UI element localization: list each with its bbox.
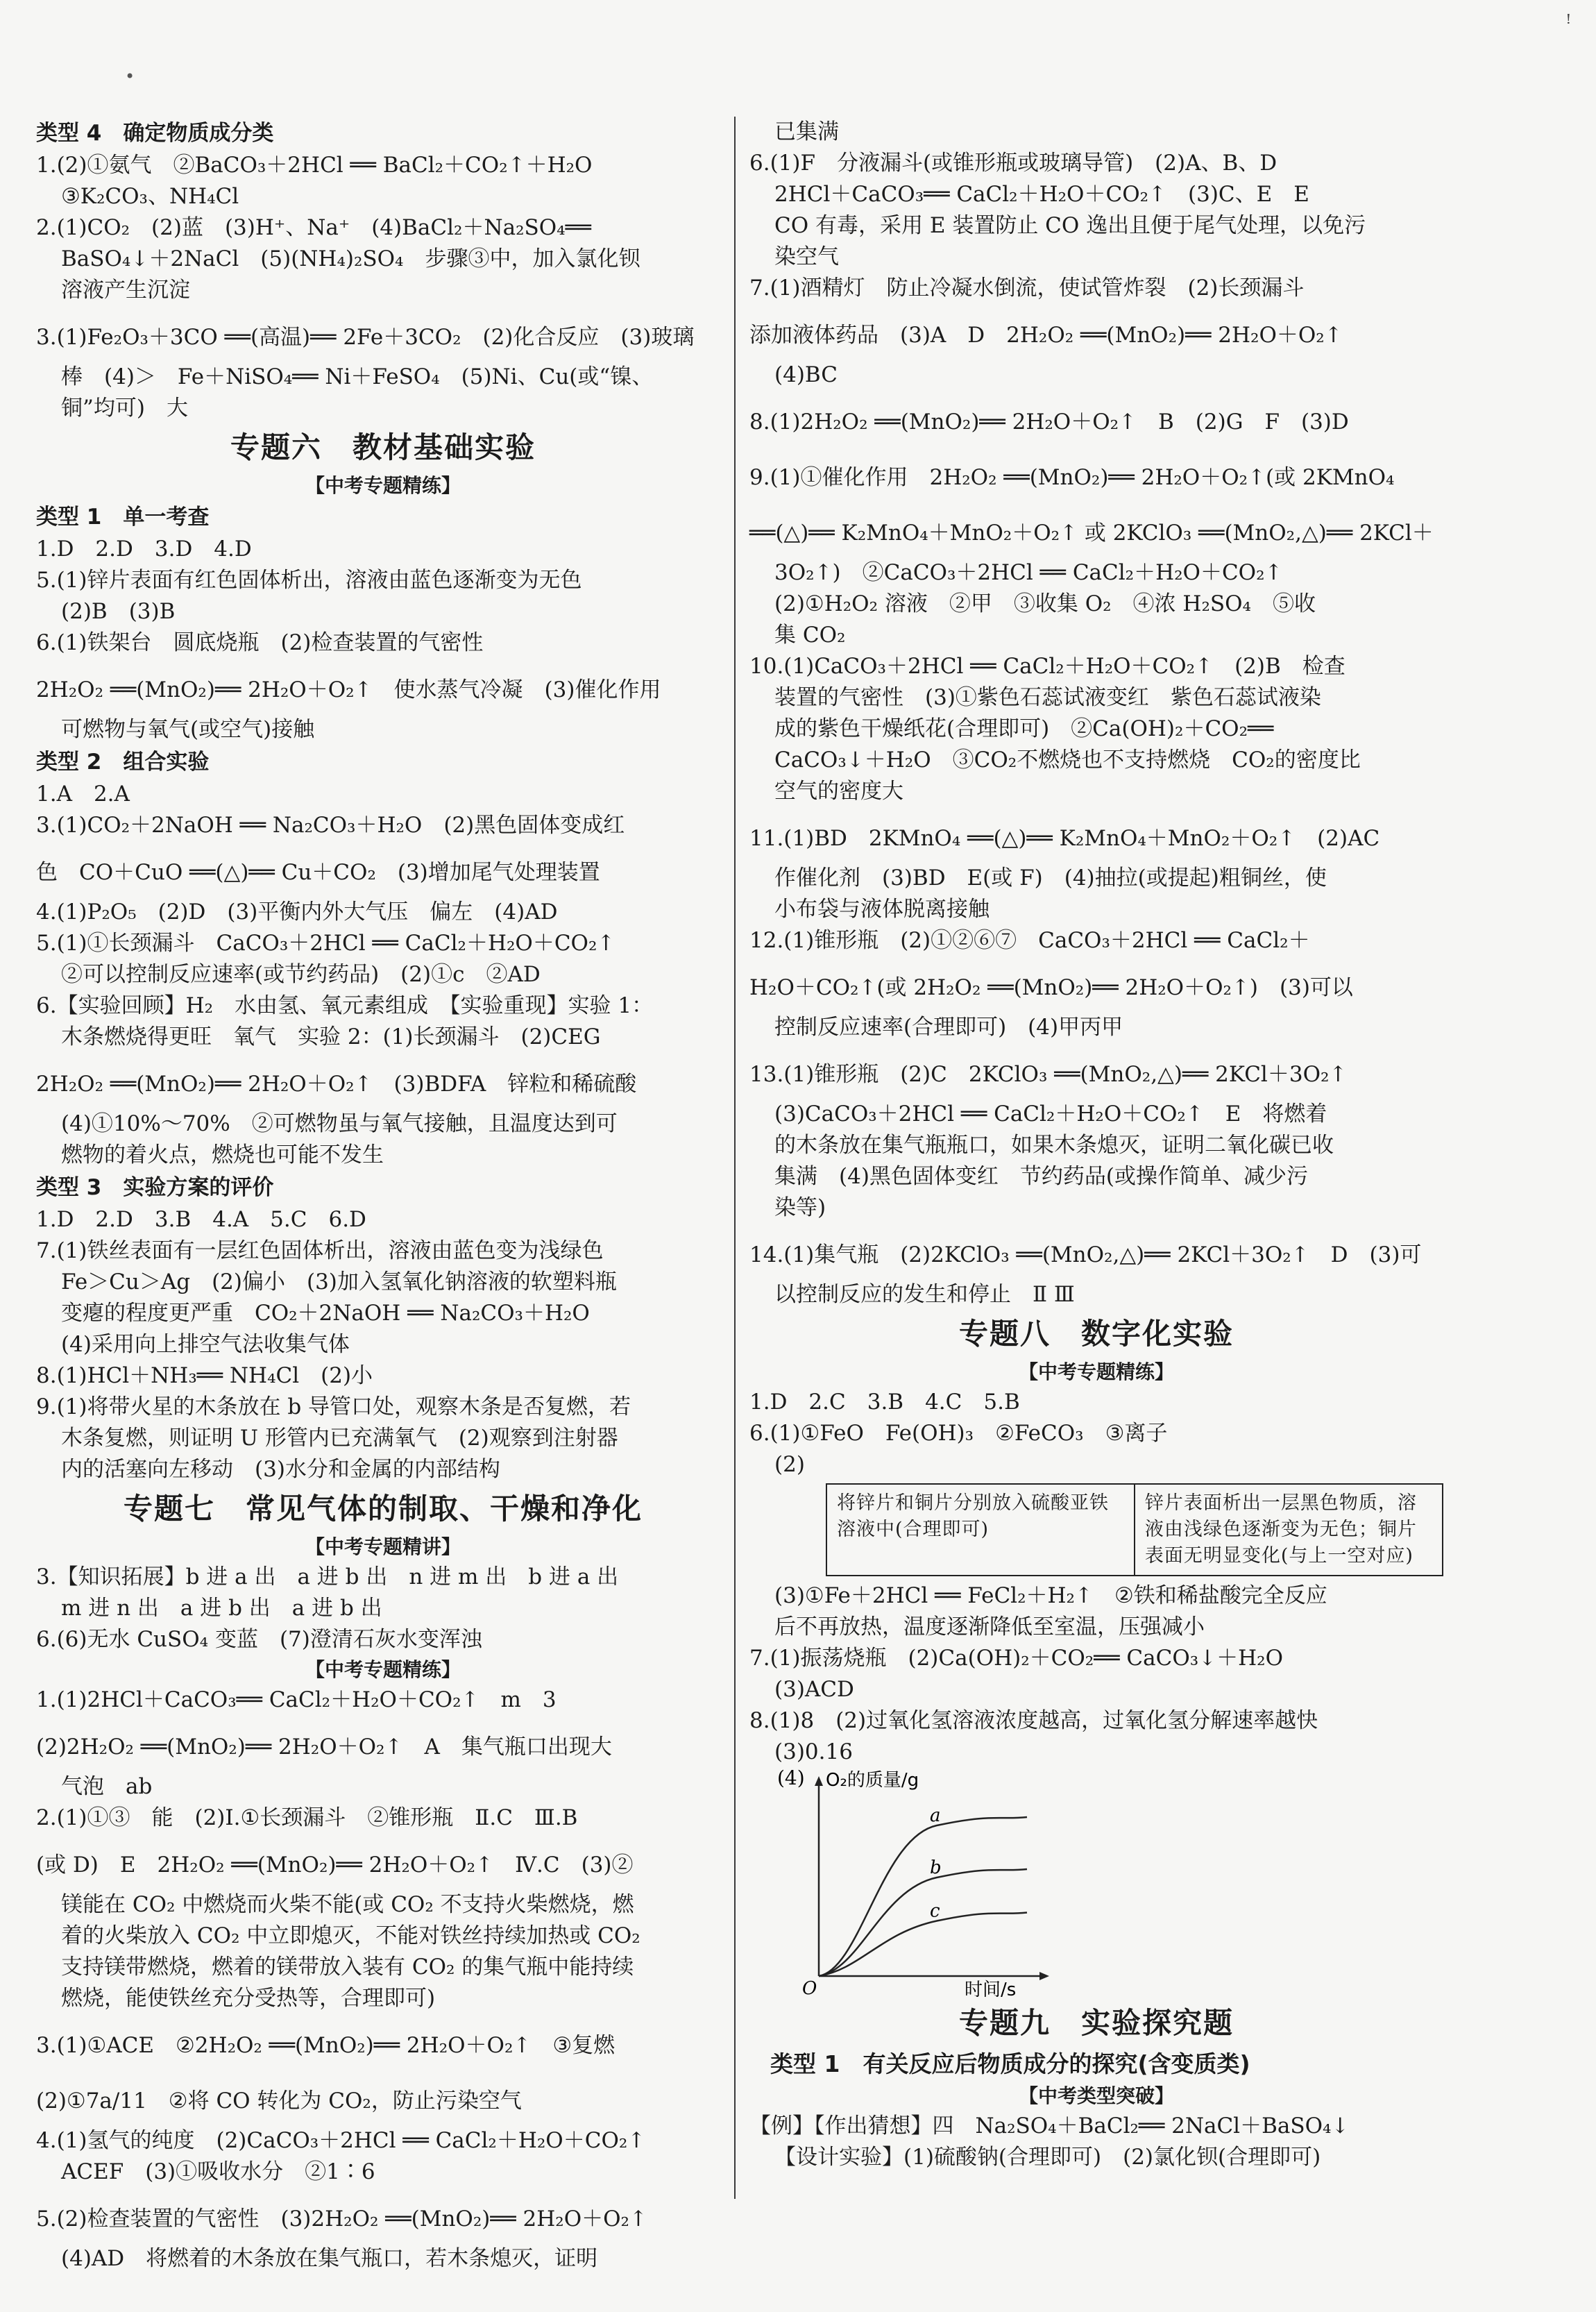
answer-line: 7.(1)铁丝表面有一层红色固体析出，溶液由蓝色变为浅绿色 <box>36 1238 604 1263</box>
answer-line: (2) <box>774 1452 805 1477</box>
answer-line: Fe＞Cu＞Ag (2)偏小 (3)加入氢氧化钠溶液的软塑料瓶 <box>61 1269 617 1294</box>
answer-line: 变瘪的程度更严重 CO₂＋2NaOH ══ Na₂CO₃＋H₂O <box>61 1301 590 1326</box>
answer-line: 装置的气密性 (3)①紫色石蕊试液变红 紫色石蕊试液染 <box>774 685 1321 710</box>
answer-line: (4)采用向上排空气法收集气体 <box>61 1332 350 1357</box>
y-axis-label: O₂的质量/g <box>826 1770 919 1791</box>
answer-line: 2H₂O₂ ══(MnO₂)══ 2H₂O＋O₂↑ 使水蒸气冷凝 (3)催化作用 <box>36 677 661 702</box>
scan-speck: • <box>125 67 135 86</box>
answer-line: 6.(1)铁架台 圆底烧瓶 (2)检查装置的气密性 <box>36 630 484 655</box>
answer-line: (2)2H₂O₂ ══(MnO₂)══ 2H₂O＋O₂↑ A 集气瓶口出现大 <box>36 1735 612 1760</box>
answer-line: 2HCl＋CaCO₃══ CaCl₂＋H₂O＋CO₂↑ (3)C、E E <box>774 182 1309 207</box>
topic-title: 专题六 教材基础实验 <box>230 430 536 464</box>
graph-question-label: (4) <box>777 1768 805 1789</box>
answer-line: 棒 (4)＞ Fe＋NiSO₄══ Ni＋FeSO₄ (5)Ni、Cu(或“镍、 <box>61 364 654 389</box>
answer-line: 5.(1)锌片表面有红色固体析出，溶液由蓝色逐渐变为无色 <box>36 568 582 593</box>
subsection-heading: 【中考专题精练】 <box>1018 1360 1174 1383</box>
answer-line: 6.【实验回顾】H₂ 水由氢、氧元素组成 【实验重现】实验 1： <box>36 993 654 1018</box>
answer-line: 染等) <box>774 1195 826 1220</box>
answer-line: (3)ACD <box>774 1677 854 1702</box>
right-block-a <box>749 117 1443 1480</box>
answer-line: 1.(1)2HCl＋CaCO₃══ CaCl₂＋H₂O＋CO₂↑ m 3 <box>36 1687 557 1712</box>
answer-line: m 进 n 出 a 进 b 出 a 进 b 出 <box>61 1596 382 1621</box>
page-corner-mark: ꜝ <box>1565 10 1572 37</box>
answer-line: 2H₂O₂ ══(MnO₂)══ 2H₂O＋O₂↑ (3)BDFA 锌粒和稀硫酸 <box>36 1072 637 1097</box>
graph-curves <box>819 1805 1027 1976</box>
answer-line: CaCO₃↓＋H₂O ③CO₂不燃烧也不支持燃烧 CO₂的密度比 <box>774 748 1361 773</box>
answer-line: 可燃物与氧气(或空气)接触 <box>61 717 315 742</box>
topic-title: 专题八 数字化实验 <box>958 1317 1234 1351</box>
answer-line: 7.(1)振荡烧瓶 (2)Ca(OH)₂＋CO₂══ CaCO₃↓＋H₂O <box>749 1646 1284 1671</box>
answer-line: (4)AD 将燃着的木条放在集气瓶口，若木条熄灭，证明 <box>61 2246 598 2271</box>
curve-label-b: b <box>930 1857 942 1878</box>
subsection-heading: 【中考类型突破】 <box>1018 2084 1174 2107</box>
answer-line: 11.(1)BD 2KMnO₄ ══(△)══ K₂MnO₄＋MnO₂＋O₂↑ (2)AC <box>749 826 1380 851</box>
answer-line: 作催化剂 (3)BD E(或 F) (4)抽拉(或提起)粗铜丝，使 <box>774 866 1327 891</box>
right-block-c <box>749 2000 1443 2173</box>
curve-label-a: a <box>930 1805 941 1826</box>
answer-line: 4.(1)氢气的纯度 (2)CaCO₃＋2HCl ══ CaCl₂＋H₂O＋CO₂↑ <box>36 2128 646 2153</box>
answer-line: 8.(1)HCl＋NH₃══ NH₄Cl (2)小 <box>36 1363 373 1388</box>
answer-line: (4)BC <box>774 362 838 387</box>
answer-line: (3)CaCO₃＋2HCl ══ CaCl₂＋H₂O＋CO₂↑ E 将燃着 <box>774 1102 1327 1127</box>
answer-line: 成的紫色干燥纸花(合理即可) ②Ca(OH)₂＋CO₂══ <box>774 716 1274 741</box>
answer-line: 3.【知识拓展】b 进 a 出 a 进 b 出 n 进 m 出 b 进 a 出 <box>36 1564 619 1589</box>
answer-line: (2)①H₂O₂ 溶液 ②甲 ③收集 O₂ ④浓 H₂SO₄ ⑤收 <box>774 591 1316 616</box>
answer-line: 木条复燃，则证明 U 形管内已充满氧气 (2)观察到注射器 <box>61 1426 618 1451</box>
answer-line: 2.(1)①③ 能 (2)Ⅰ.①长颈漏斗 ②锥形瓶 Ⅱ.C Ⅲ.B <box>36 1805 578 1830</box>
answer-line: 镁能在 CO₂ 中燃烧而火柴不能(或 CO₂ 不支持火柴燃烧，燃 <box>61 1892 634 1917</box>
answer-line: 燃烧，能使铁丝充分受热等，合理即可) <box>61 1986 436 2011</box>
answer-line: (4)①10%～70% ②可燃物虽与氧气接触，且温度达到可 <box>61 1111 618 1136</box>
section-type-heading: 类型 1 单一考查 <box>36 505 210 530</box>
answer-line: (3)①Fe＋2HCl ══ FeCl₂＋H₂↑ ②铁和稀盐酸完全反应 <box>774 1583 1327 1608</box>
answer-line: 6.(1)F 分液漏斗(或锥形瓶或玻璃导管) (2)A、B、D <box>749 151 1277 176</box>
topic-title: 专题九 实验探究题 <box>958 2006 1234 2040</box>
answer-line: (或 D) E 2H₂O₂ ══(MnO₂)══ 2H₂O＋O₂↑ Ⅳ.C (3)② <box>36 1853 634 1878</box>
subsection-heading: 【中考专题精练】 <box>305 1658 461 1681</box>
answer-line: 14.(1)集气瓶 (2)2KClO₃ ══(MnO₂,△)══ 2KCl＋3O₂↑ D (3)可 <box>749 1242 1422 1267</box>
answer-line: (2)B (3)B <box>61 599 176 624</box>
section-type-heading: 类型 2 组合实验 <box>36 750 210 775</box>
table-cell-operation: 将锌片和铜片分别放入硫酸亚铁溶液中(合理即可) <box>826 1484 1135 1576</box>
answer-line: 8.(1)8 (2)过氧化氢溶液浓度越高，过氧化氢分解速率越快 <box>749 1708 1318 1733</box>
answer-line: 2.(1)CO₂ (2)蓝 (3)H⁺、Na⁺ (4)BaCl₂＋Na₂SO₄══ <box>36 215 591 240</box>
curve-c <box>819 1913 1027 1977</box>
answer-line: ══(△)══ K₂MnO₄＋MnO₂＋O₂↑ 或 2KClO₃ ══(MnO₂,△)══ 2KCl＋ <box>749 521 1434 546</box>
answer-line: 9.(1)将带火星的木条放在 b 导管口处，观察木条是否复燃，若 <box>36 1394 631 1419</box>
right-block-b <box>749 1580 1443 1768</box>
answer-line: 5.(1)①长颈漏斗 CaCO₃＋2HCl ══ CaCl₂＋H₂O＋CO₂↑ <box>36 931 616 956</box>
answer-line: ACEF (3)①吸收水分 ②1∶6 <box>61 2159 375 2184</box>
answer-line: 色 CO＋CuO ══(△)══ Cu＋CO₂ (3)增加尾气处理装置 <box>36 860 600 885</box>
experiment-table <box>826 1483 1443 1576</box>
answer-line: 4.(1)P₂O₅ (2)D (3)平衡内外大气压 偏左 (4)AD <box>36 900 558 925</box>
answer-line: CO 有毒，采用 E 装置防止 CO 逸出且便于尾气处理，以免污 <box>774 213 1366 238</box>
answer-line: 支持镁带燃烧，燃着的镁带放入装有 CO₂ 的集气瓶中能持续 <box>61 1955 634 1980</box>
curve-b <box>819 1869 1027 1976</box>
answer-line: 溶液产生沉淀 <box>61 278 190 303</box>
answer-line: 控制反应速率(合理即可) (4)甲丙甲 <box>774 1015 1123 1040</box>
answer-line: 气泡 ab <box>61 1774 153 1799</box>
answer-line: 铜”均可) 大 <box>61 396 188 421</box>
answer-line: 内的活塞向左移动 (3)水分和金属的内部结构 <box>61 1457 500 1482</box>
answer-line: 8.(1)2H₂O₂ ══(MnO₂)══ 2H₂O＋O₂↑ B (2)G F (3)D <box>749 410 1349 434</box>
curve-label-c: c <box>930 1900 940 1922</box>
answer-line: 集满 (4)黑色固体变红 节约药品(或操作简单、减少污 <box>774 1164 1309 1189</box>
answer-line: 小布袋与液体脱离接触 <box>774 897 990 922</box>
answer-line: 集 CO₂ <box>774 623 846 648</box>
column-divider <box>734 117 736 2199</box>
answer-line: 3O₂↑) ②CaCO₃＋2HCl ══ CaCl₂＋H₂O＋CO₂↑ <box>774 560 1283 585</box>
topic-title: 专题七 常见气体的制取、干燥和净化 <box>123 1492 643 1526</box>
answer-line: 1.(2)①氨气 ②BaCO₃＋2HCl ══ BaCl₂＋CO₂↑＋H₂O <box>36 153 593 178</box>
answer-line: 3.(1)①ACE ②2H₂O₂ ══(MnO₂)══ 2H₂O＋O₂↑ ③复燃 <box>36 2033 616 2058</box>
answer-line: 添加液体药品 (3)A D 2H₂O₂ ══(MnO₂)══ 2H₂O＋O₂↑ <box>749 323 1343 348</box>
answer-line: (3)0.16 <box>774 1739 853 1764</box>
answer-line: 1.A 2.A <box>36 782 130 807</box>
section-type-heading: 类型 3 实验方案的评价 <box>36 1175 274 1200</box>
answer-line: 6.(1)①FeO Fe(OH)₃ ②FeCO₃ ③离子 <box>749 1421 1168 1446</box>
x-axis-label: 时间/s <box>965 1980 1017 1997</box>
answer-line: 13.(1)锥形瓶 (2)C 2KClO₃ ══(MnO₂,△)══ 2KCl＋3O₂↑ <box>749 1062 1348 1087</box>
answer-line: 【设计实验】(1)硫酸钠(合理即可) (2)氯化钡(合理即可) <box>774 2145 1321 2170</box>
origin-label: O <box>802 1978 817 1997</box>
answer-line: 燃物的着火点，燃烧也可能不发生 <box>61 1142 384 1167</box>
section-type-heading: 类型 4 确定物质成分类 <box>36 121 274 146</box>
answer-line: 着的火柴放入 CO₂ 中立即熄灭，不能对铁丝持续加热或 CO₂ <box>61 1923 640 1948</box>
x-axis-arrow <box>1039 1972 1049 1980</box>
y-axis-arrow <box>815 1776 823 1786</box>
answer-line: 3.(1)Fe₂O₃＋3CO ══(高温)══ 2Fe＋3CO₂ (2)化合反应 (3)玻璃 <box>36 325 695 350</box>
table-cell-phenomenon: 锌片表面析出一层黑色物质，溶液由浅绿色逐渐变为无色；铜片表面无明显变化(与上一空对应) <box>1135 1484 1443 1576</box>
answer-line: 后不再放热，温度逐渐降低至室温，压强减小 <box>774 1614 1205 1639</box>
answer-line: (2)①7a/11 ②将 CO 转化为 CO₂，防止污染空气 <box>36 2089 522 2113</box>
answer-line: 的木条放在集气瓶瓶口，如果木条熄灭，证明二氧化碳已收 <box>774 1133 1334 1158</box>
category-heading: 类型 1 有关反应后物质成分的探究(含变质类) <box>770 2050 1250 2077</box>
answer-line: 12.(1)锥形瓶 (2)①②⑥⑦ CaCO₃＋2HCl ══ CaCl₂＋ <box>749 928 1310 953</box>
answer-line: 9.(1)①催化作用 2H₂O₂ ══(MnO₂)══ 2H₂O＋O₂↑(或 2KMnO₄ <box>749 465 1395 490</box>
answer-line: 已集满 <box>774 119 839 144</box>
answer-line: 木条燃烧得更旺 氧气 实验 2：(1)长颈漏斗 (2)CEG <box>61 1024 601 1049</box>
answer-line: 3.(1)CO₂＋2NaOH ══ Na₂CO₃＋H₂O (2)黑色固体变成红 <box>36 813 625 838</box>
answer-line: 空气的密度大 <box>774 779 903 804</box>
answer-line: H₂O＋CO₂↑(或 2H₂O₂ ══(MnO₂)══ 2H₂O＋O₂↑) (3)可以 <box>749 975 1353 1000</box>
answer-line: 【例】【作出猜想】四 Na₂SO₄＋BaCl₂══ 2NaCl＋BaSO₄↓ <box>749 2113 1350 2138</box>
answer-line: BaSO₄↓＋2NaCl (5)(NH₄)₂SO₄ 步骤③中，加入氯化钡 <box>61 246 640 271</box>
answer-line: 5.(2)检查装置的气密性 (3)2H₂O₂ ══(MnO₂)══ 2H₂O＋O₂↑ <box>36 2206 647 2231</box>
subsection-heading: 【中考专题精练】 <box>305 474 461 497</box>
left-column <box>36 117 730 2275</box>
answer-line: 1.D 2.C 3.B 4.C 5.B <box>749 1390 1020 1415</box>
answer-line: 10.(1)CaCO₃＋2HCl ══ CaCl₂＋H₂O＋CO₂↑ (2)B 检查 <box>749 654 1345 679</box>
answer-line: 7.(1)酒精灯 防止冷凝水倒流，使试管炸裂 (2)长颈漏斗 <box>749 276 1305 301</box>
answer-line: ②可以控制反应速率(或节约药品) (2)①c ②AD <box>61 962 541 987</box>
right-column <box>749 117 1443 2173</box>
answer-line: 染空气 <box>774 244 839 269</box>
answer-line: 1.D 2.D 3.B 4.A 5.C 6.D <box>36 1207 366 1232</box>
curve-a <box>819 1817 1027 1976</box>
answer-line: 1.D 2.D 3.D 4.D <box>36 537 252 562</box>
graph-svg <box>777 1768 1055 1997</box>
answer-line: 6.(6)无水 CuSO₄ 变蓝 (7)澄清石灰水变浑浊 <box>36 1627 482 1652</box>
subsection-heading: 【中考专题精讲】 <box>305 1535 461 1558</box>
answer-line: 以控制反应的发生和停止 Ⅱ Ⅲ <box>774 1282 1075 1307</box>
answer-line: ③K₂CO₃、NH₄Cl <box>61 184 239 209</box>
oxygen-mass-graph <box>777 1768 1443 2000</box>
